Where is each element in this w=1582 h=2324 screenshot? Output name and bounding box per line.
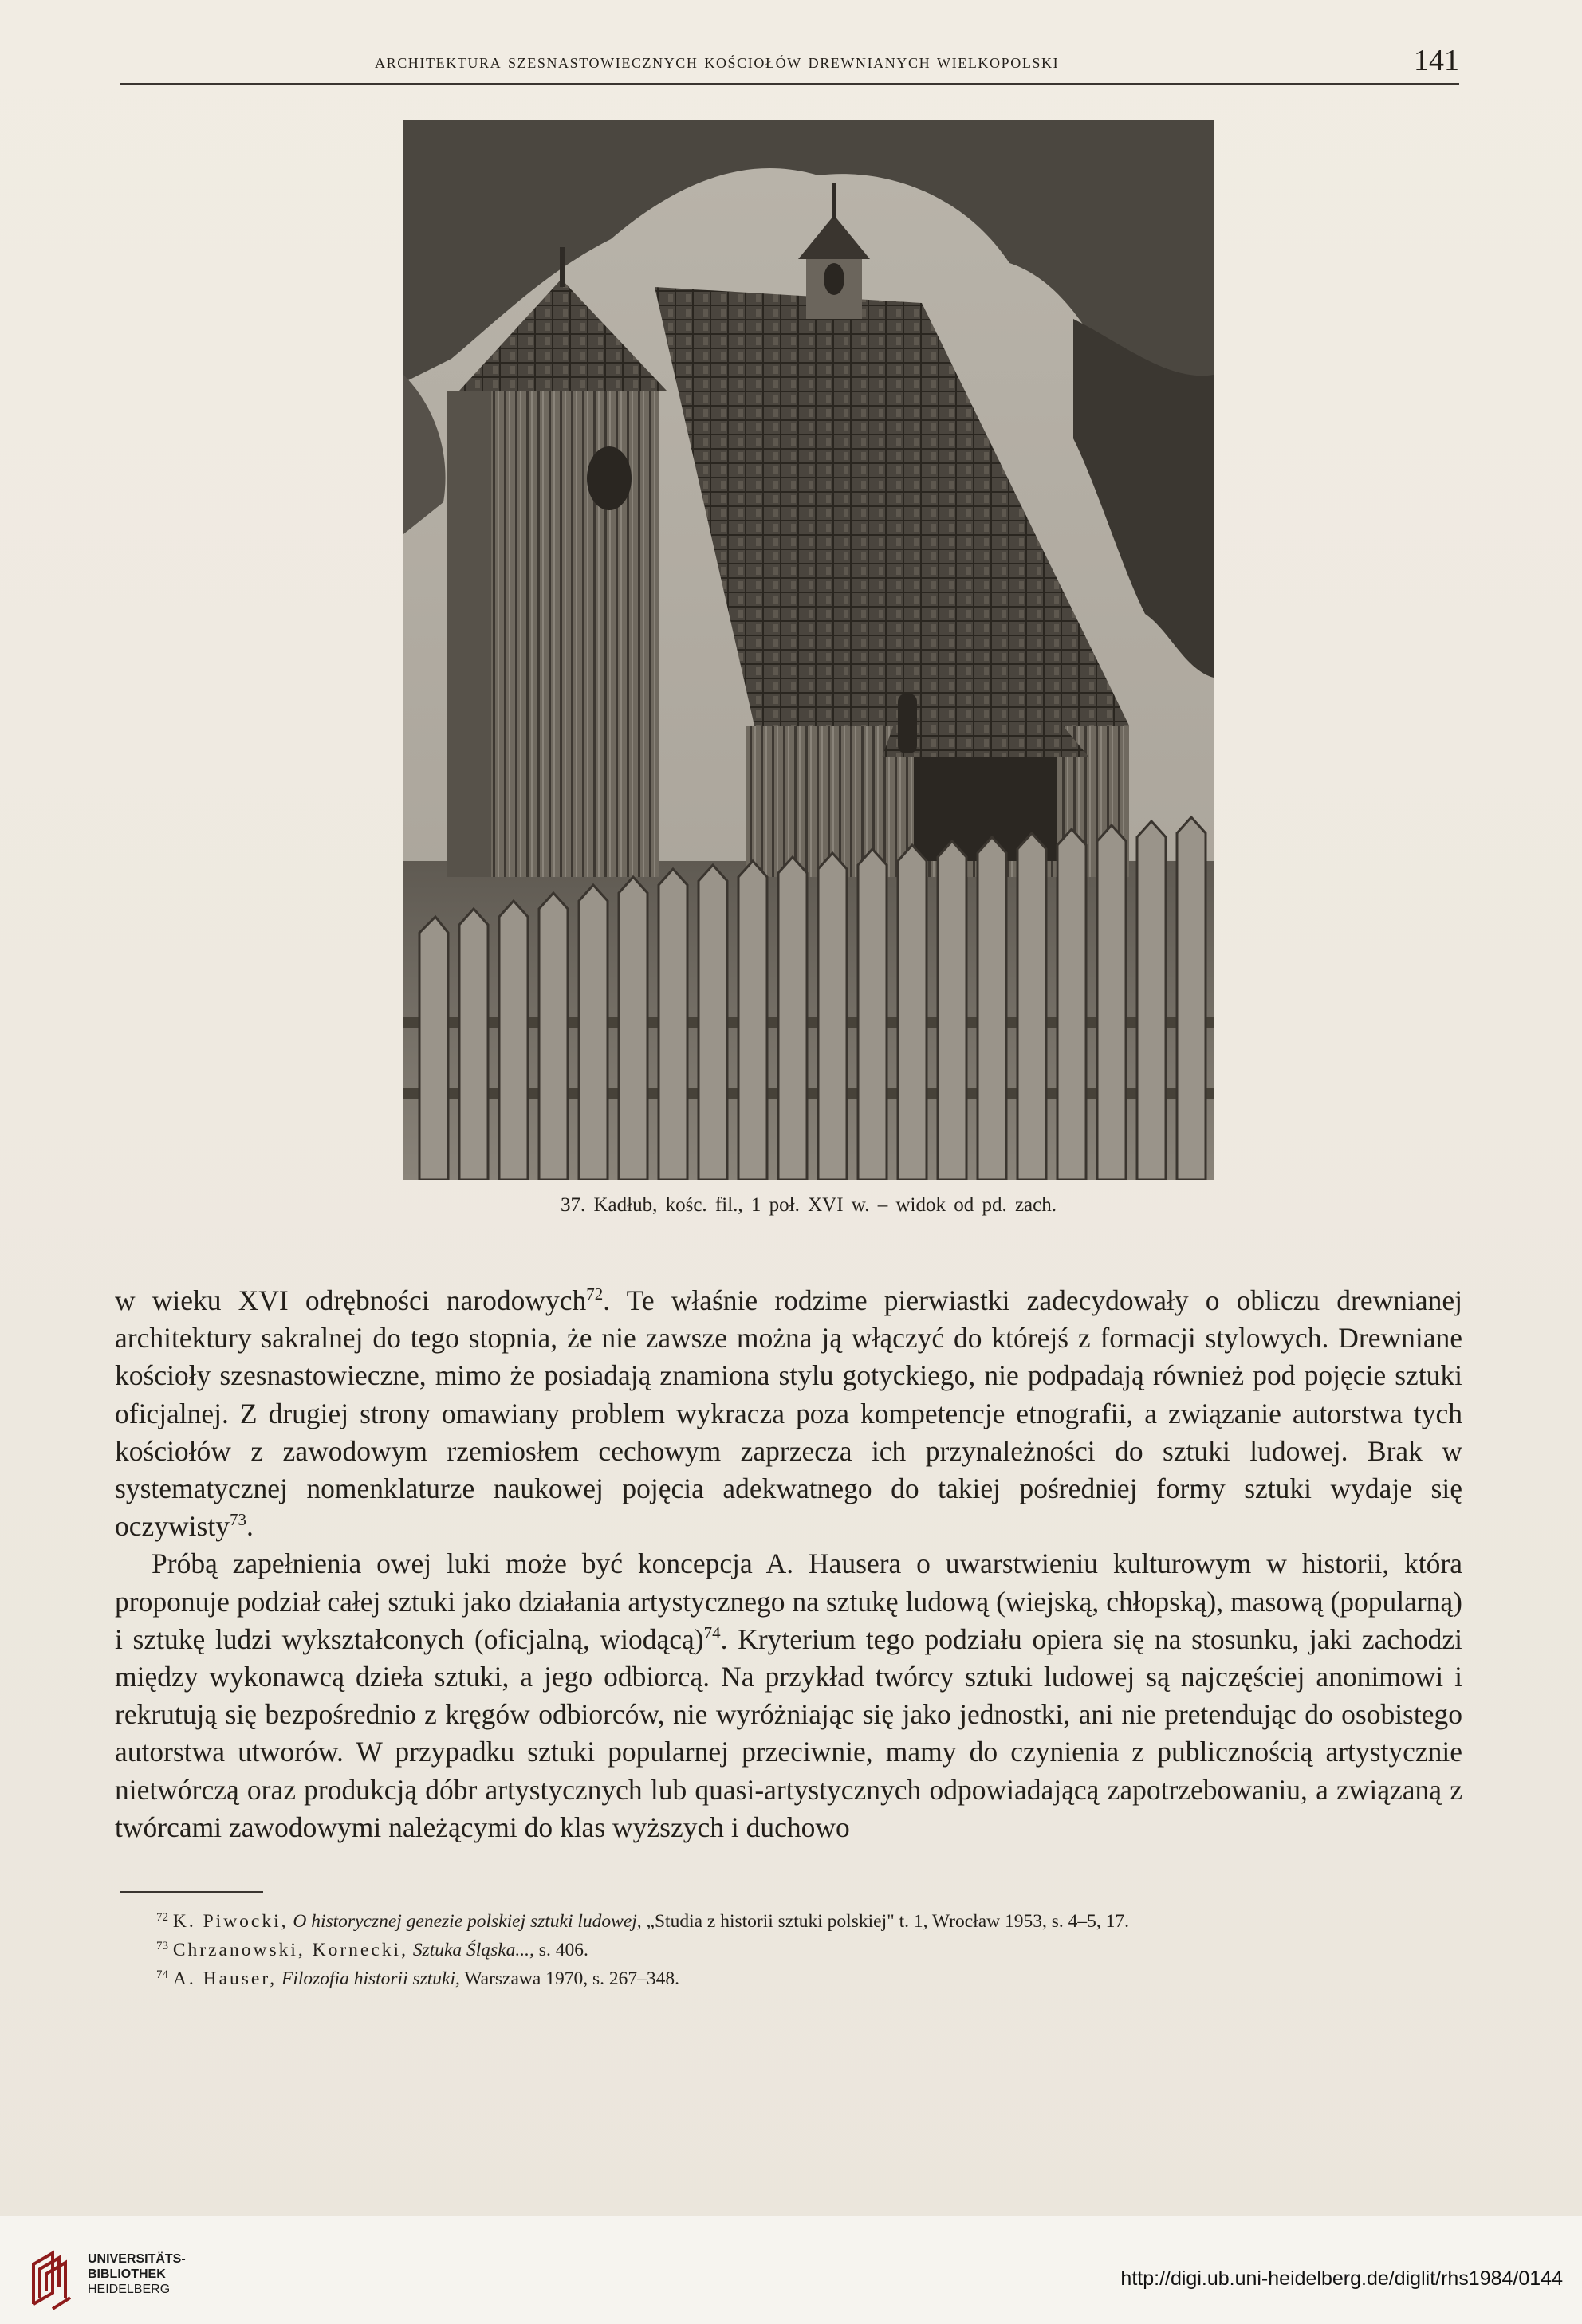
paragraph-text: .: [246, 1510, 254, 1543]
library-name[interactable]: [88, 2251, 186, 2297]
footnote: [120, 1936, 1459, 1964]
footnote-author: A. Hauser,: [172, 1968, 277, 1989]
figure-caption: 37. Kadłub, kośc. fil., 1 poł. XVI w. – widok od pd. zach.: [561, 1194, 1057, 1216]
running-title: architektura szesnastowiecznych kościołów drewnianych wielkopolski: [375, 51, 1060, 73]
source-url-link[interactable]: http://digi.ub.uni-heidelberg.de/diglit/rhs1984/0144: [1120, 2267, 1563, 2290]
paragraph: [115, 1282, 1462, 1545]
footnote-text: „Studia z historii sztuki polskiej" t. 1, Wrocław 1953, s. 4–5, 17.: [646, 1911, 1129, 1932]
footnote: [120, 1907, 1459, 1936]
footnote-author: K. Piwocki,: [172, 1911, 289, 1932]
footnote-ref[interactable]: 72: [586, 1284, 604, 1304]
footnote-rule: [120, 1891, 263, 1893]
page-number: 141: [1414, 44, 1459, 77]
library-name-line: BIBLIOTHEK: [88, 2267, 166, 2281]
footnote-text: s. 406.: [538, 1940, 588, 1960]
paragraph: [115, 1545, 1462, 1846]
footnote-title: Filozofia historii sztuki,: [281, 1968, 460, 1989]
footnote-title: O historycznej genezie polskiej sztuki ludowej,: [293, 1911, 642, 1932]
library-footer: [0, 2216, 1582, 2324]
paragraph-text: . Kryterium tego podziału opiera się na stosunku, jaki zachodzi między wykonawcą dzieła sztuki, a jego odbiorcą. Na przykład twórcy sztuki ludowej są najczęściej anonimowi i rekrutują się bezpośrednio z kręgów odbiorców, nie wyróżniając się jako jednostki, ani nie pretendując do osobistego autorstwa utworów. W przypadku sztuki popularnej przeciwnie, mamy do czynienia z publicznością artystycznie nietwórczą oraz produkcją dóbr artystycznych lub quasi-artystycznych odpowiadającą zapotrzebowaniu, a związaną z twórcami zawodowymi należącymi do klas wyższych i duchowo: [115, 1622, 1462, 1843]
church-photo-illustration: [403, 120, 1214, 1180]
paragraph-text: w wieku XVI odrębności narodowych: [115, 1284, 587, 1316]
footnote-number: 72: [156, 1911, 168, 1924]
library-city: HEIDELBERG: [88, 2283, 171, 2296]
footnote: [120, 1964, 1459, 1993]
running-header: [120, 41, 1459, 86]
header-rule: [120, 83, 1459, 85]
footnote-number: 74: [156, 1968, 168, 1981]
library-logo-icon[interactable]: [29, 2248, 75, 2310]
footnote-ref[interactable]: 74: [703, 1622, 721, 1642]
library-name-line: UNIVERSITÄTS-: [88, 2252, 186, 2266]
footnote-author: Chrzanowski, Kornecki,: [172, 1940, 408, 1960]
paragraph-text: Próbą zapełnienia owej luki może być koncepcja A. Hausera o uwarstwieniu kulturowym w historii, która proponuje podział całej sztuki jako działania artystycznego na sztukę ludową (wiejską, chłopską), masową (popularną) i sztukę ludzi wykształconych (oficjalną, wiodącą): [115, 1547, 1462, 1655]
footnotes: [120, 1907, 1459, 1993]
church-photograph: [403, 120, 1214, 1180]
footnote-ref[interactable]: 73: [229, 1510, 246, 1530]
paragraph-text: . Te właśnie rodzime pierwiastki zadecydowały o obliczu drewnianej architektury sakralnej do tego stopnia, że nie zawsze można ją włączyć do którejś z formacji stylowych. Drewniane kościoły szesnastowieczne, mimo że posiadają znamiona stylu gotyckiego, nie podpadają również pod pojęcie sztuki oficjalnej. Z drugiej strony omawiany problem wykracza poza kompetencje etnografii, a związanie autorstwa tych kościołów z zawodowym rzemiosłem cechowym zaprzecza ich przynależności do sztuki ludowej. Brak w systematycznej nomenklaturze naukowej pojęcia adekwatnego do takiej pośredniej formy sztuki wydaje się oczywisty: [115, 1284, 1462, 1543]
footnote-title: Sztuka Śląska...,: [412, 1940, 534, 1960]
footnote-number: 73: [156, 1940, 168, 1952]
body-text: [115, 1282, 1462, 1846]
footnote-text: Warszawa 1970, s. 267–348.: [464, 1968, 679, 1989]
